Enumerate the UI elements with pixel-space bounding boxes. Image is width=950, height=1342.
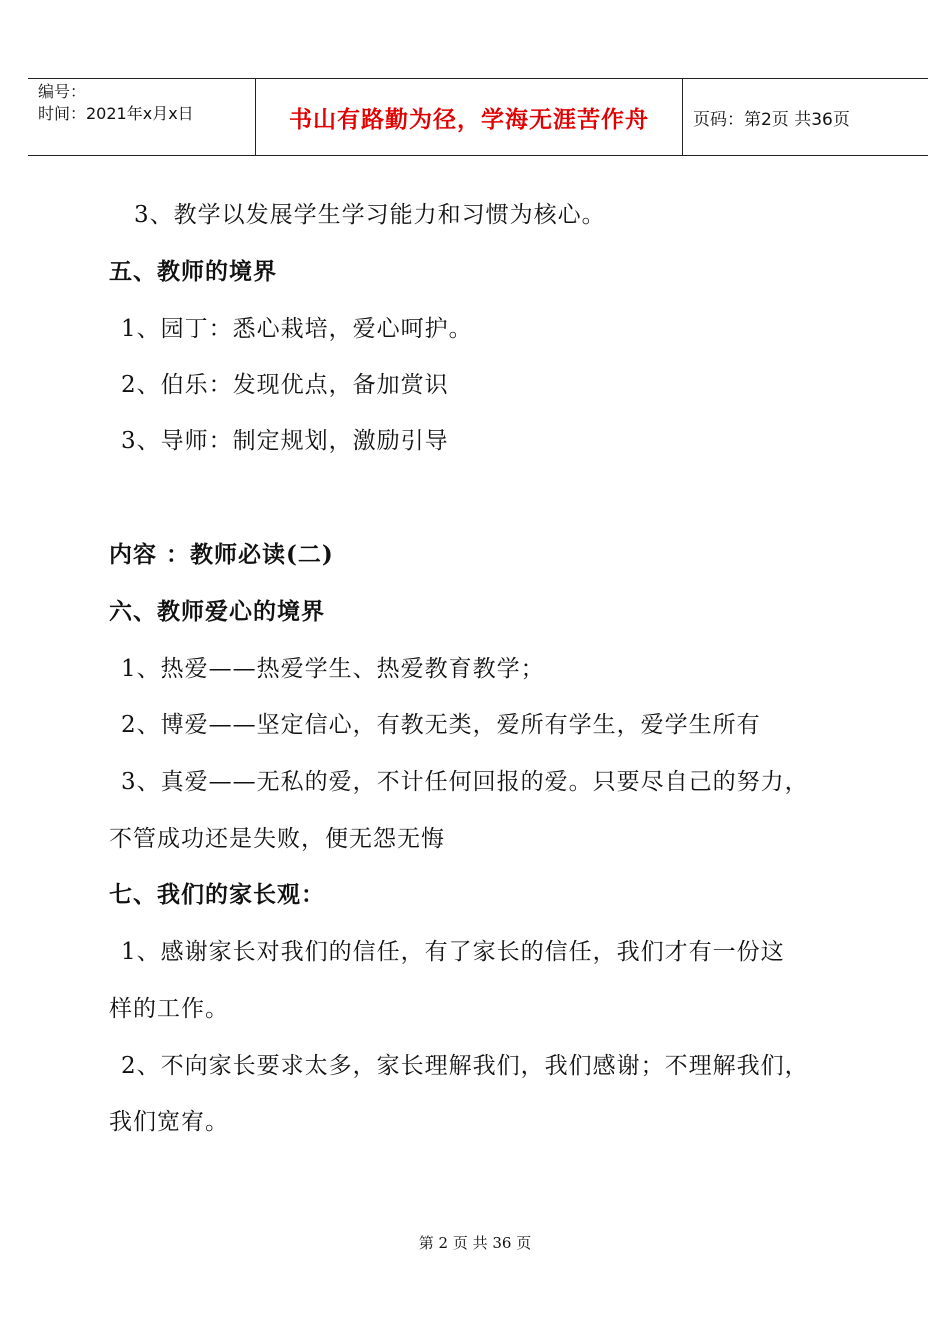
body-line: 3、导师：制定规划，激励引导 — [121, 428, 449, 454]
body-line: 1、感谢家长对我们的信任，有了家长的信任，我们才有一份这 — [121, 939, 785, 965]
body-line: 样的工作。 — [109, 996, 229, 1022]
section-heading: 内容 ：教师必读(二) — [109, 541, 334, 568]
body-line: 3、真爱——无私的爱，不计任何回报的爱。只要尽自己的努力， — [121, 769, 809, 795]
section-heading: 七、我们的家长观： — [109, 881, 325, 908]
body-line: 2、不向家长要求太多，家长理解我们，我们感谢；不理解我们， — [121, 1053, 809, 1079]
body-line: 1、热爱——热爱学生、热爱教育教学； — [121, 656, 545, 682]
header-meta — [28, 79, 256, 155]
body-line: 2、伯乐：发现优点，备加赏识 — [121, 372, 449, 398]
document-header — [28, 78, 928, 156]
body-line: 2、博爱——坚定信心，有教无类，爱所有学生，爱学生所有 — [121, 712, 761, 738]
header-page-info: 页码：第2页 共36页 — [693, 109, 850, 130]
number-label: 编号： — [38, 82, 87, 101]
body-line: 不管成功还是失败，便无怨无悔 — [109, 826, 445, 852]
time-label: 时间：2021年x月x日 — [38, 104, 194, 123]
section-heading: 六、教师爱心的境界 — [109, 598, 325, 625]
body-line: 1、园丁：悉心栽培，爱心呵护。 — [121, 316, 473, 342]
page-footer: 第 2 页 共 36 页 — [418, 1234, 532, 1252]
body-line: 我们宽宥。 — [109, 1109, 229, 1135]
section-heading: 五、教师的境界 — [109, 258, 277, 285]
body-line: 3、教学以发展学生学习能力和习惯为核心。 — [134, 202, 606, 228]
header-motto: 书山有路勤为径，学海无涯苦作舟 — [256, 79, 683, 155]
